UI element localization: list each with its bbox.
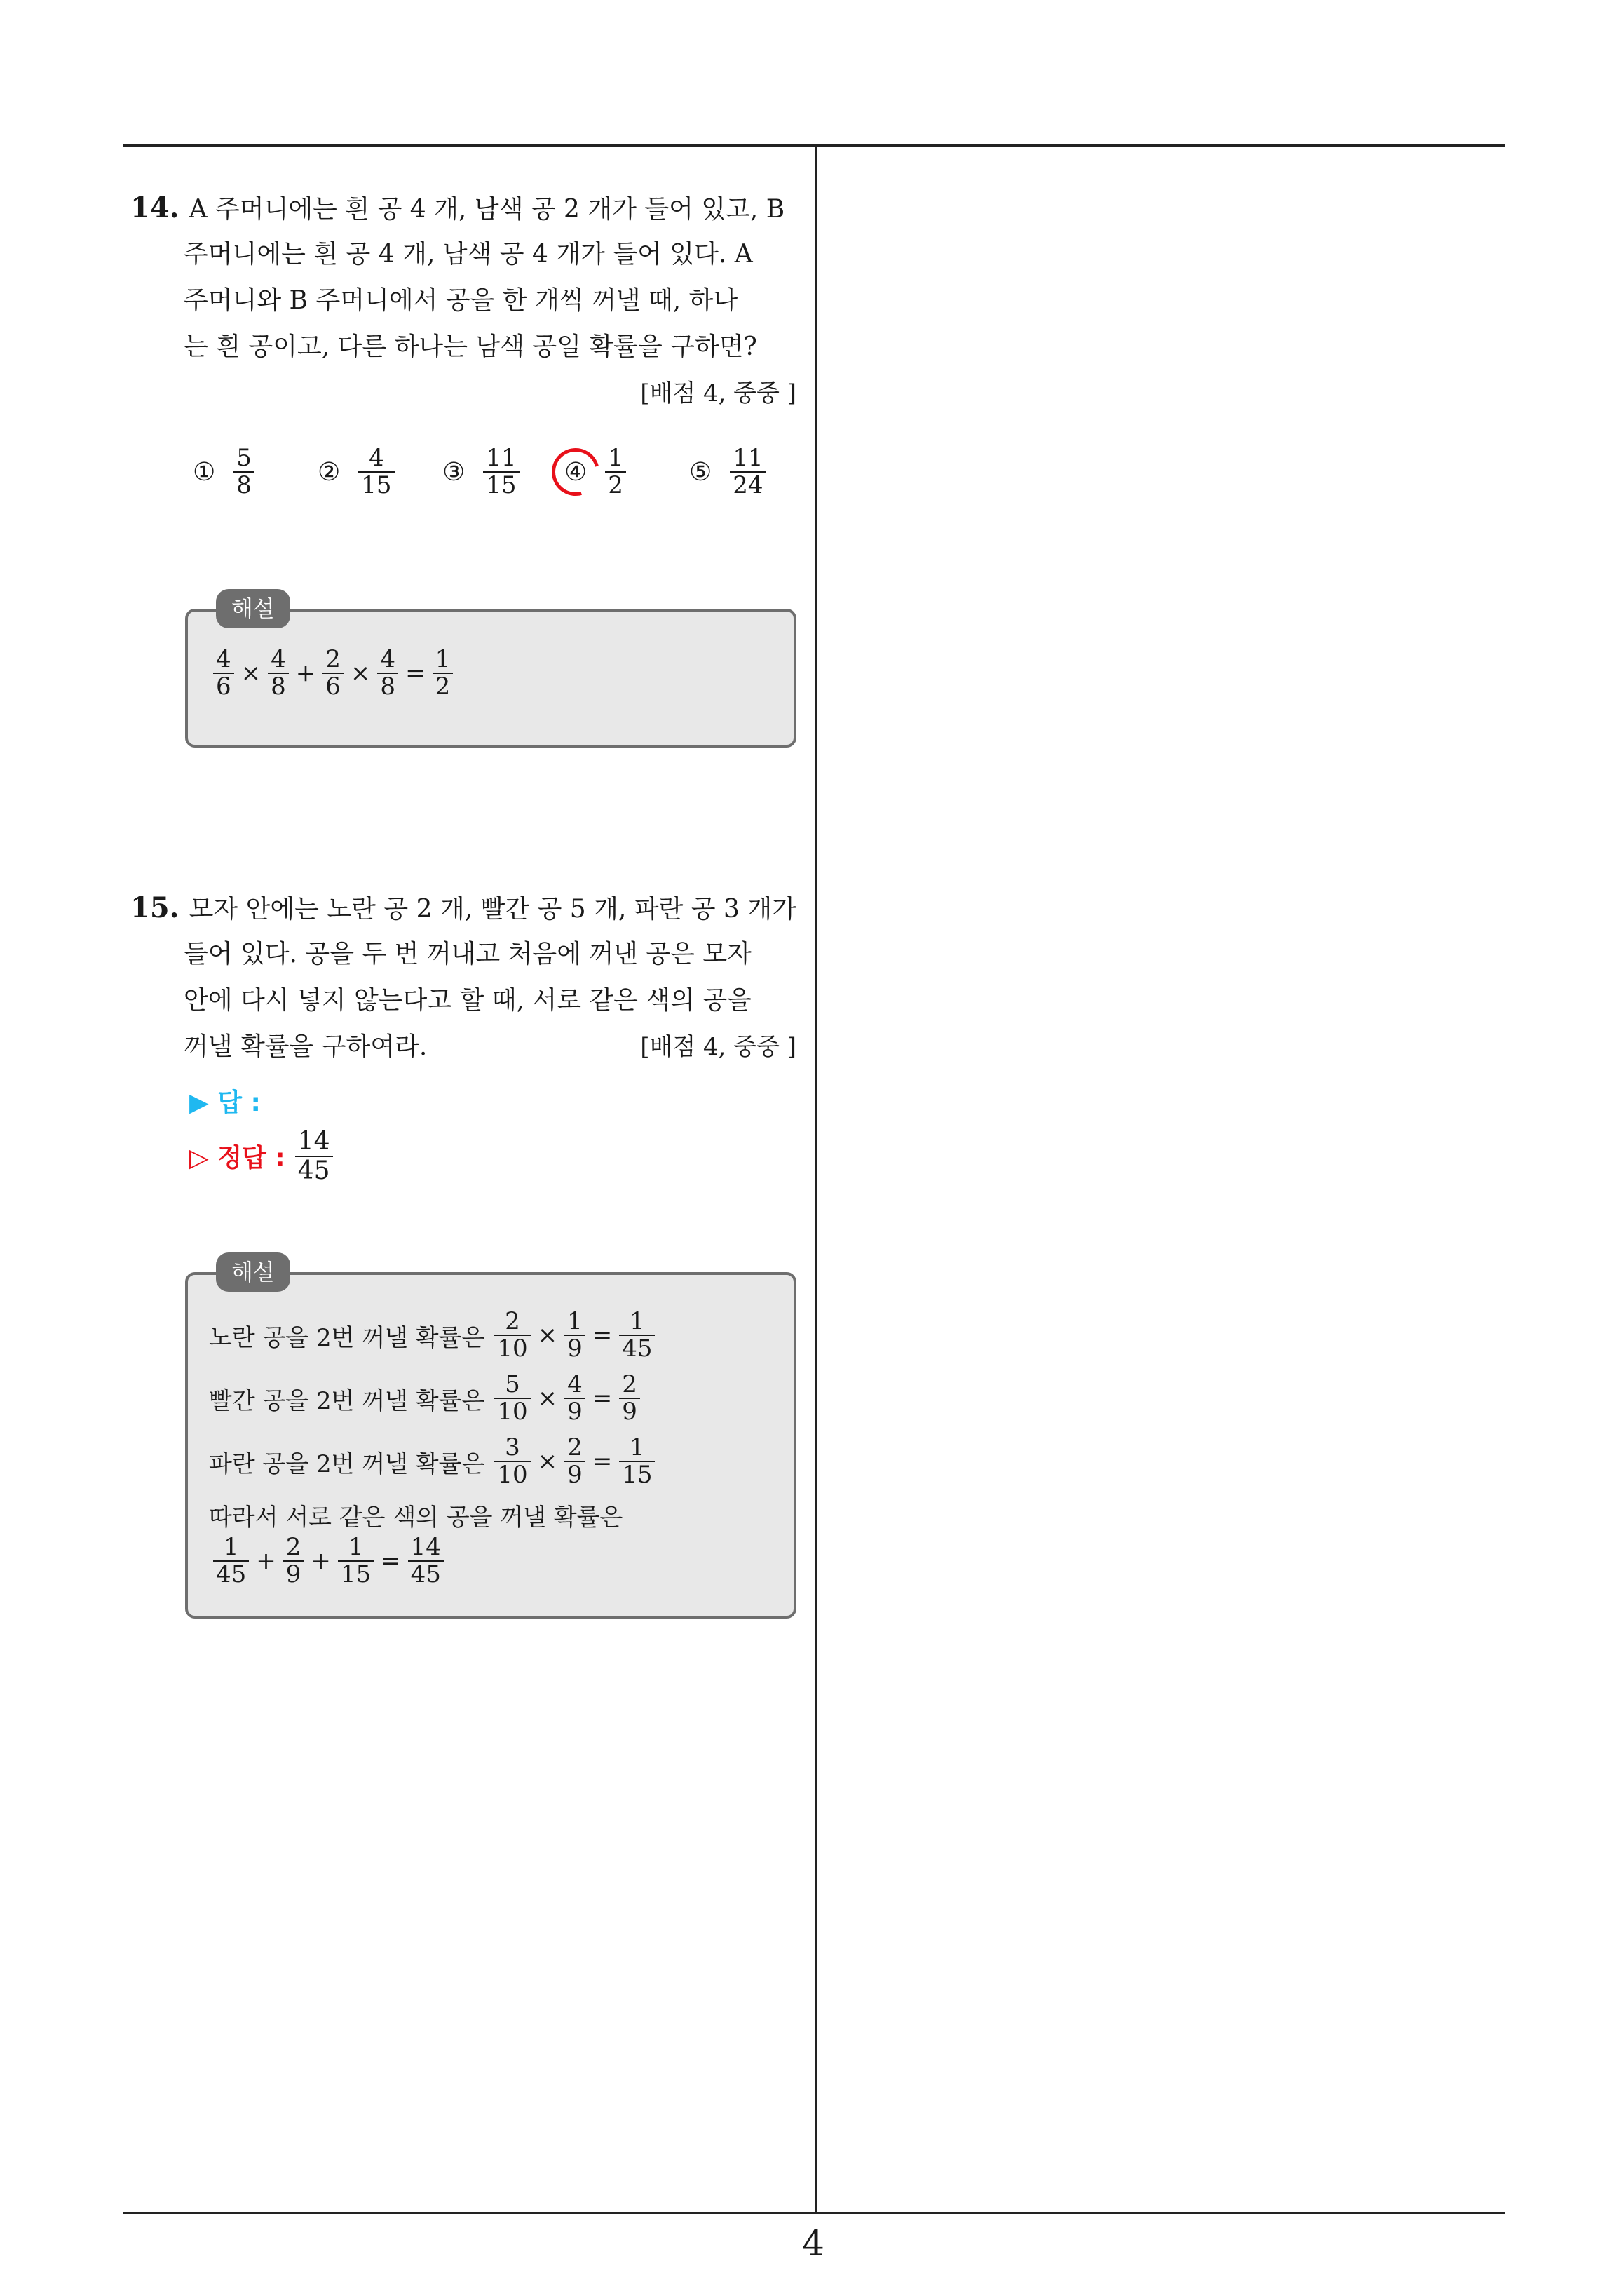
solution-tag: 해설	[216, 1252, 290, 1292]
fraction: $\frac{1}{15}$	[619, 1435, 655, 1489]
fraction: $\frac{4}{6}$	[213, 647, 234, 701]
fraction: $\frac{1}{9}$	[564, 1309, 585, 1363]
question-line: 안에 다시 넣지 않는다고 할 때, 서로 같은 색의 공을	[184, 986, 752, 1015]
choice-mark: ⑤	[689, 457, 712, 487]
question-text: 모자 안에는 노란 공 2 개, 빨간 공 5 개, 파란 공 3 개가	[189, 895, 796, 924]
question-meta: [배점 4, 중중 ]	[640, 1033, 796, 1061]
choice-mark: ②	[318, 457, 341, 487]
choice-mark: ①	[193, 457, 216, 487]
question-line	[130, 885, 803, 931]
fraction: $\frac{4}{8}$	[268, 647, 289, 701]
choice-4[interactable]	[564, 445, 630, 499]
question-text: A 주머니에는 흰 공 4 개, 남색 공 2 개가 들어 있고, B	[189, 195, 785, 224]
fraction: $\frac{5}{8}$	[233, 445, 254, 499]
choice-1[interactable]	[193, 445, 259, 499]
fraction: $\frac{4}{8}$	[377, 647, 398, 701]
page-number: 4	[802, 2223, 824, 2264]
choice-3[interactable]	[442, 445, 524, 499]
question-number: 15.	[130, 891, 179, 924]
solution-line: $\frac{1}{45}$ + $\frac{2}{9}$ + $\frac{1}{15}$ = $\frac{14}{45}$	[209, 1534, 448, 1588]
choice-mark: ③	[442, 457, 466, 487]
fraction: $\frac{1}{2}$	[605, 445, 626, 499]
fraction: $\frac{11}{24}$	[730, 445, 766, 499]
fraction: $\frac{3}{10}$	[494, 1435, 530, 1489]
fraction: $\frac{1}{45}$	[619, 1309, 655, 1363]
question-14	[130, 185, 803, 417]
question-meta: [배점 4, 중중 ]	[640, 379, 796, 407]
solution-line: 빨간 공을 2번 꺼낼 확률은 $\frac{5}{10}$ × $\frac{4}{9}$ = $\frac{2}{9}$	[209, 1372, 644, 1426]
fraction: $\frac{2}{6}$	[322, 647, 344, 701]
fraction: $\frac{4}{9}$	[564, 1372, 585, 1426]
fraction: $\frac{2}{9}$	[283, 1534, 304, 1588]
question-line: 는 흰 공이고, 다른 하나는 남색 공일 확률을 구하면?	[184, 332, 757, 361]
answer-input-label[interactable]: ▶ 답 :	[189, 1088, 261, 1117]
question-number: 14.	[130, 191, 179, 224]
solution-line: 노란 공을 2번 꺼낼 확률은 $\frac{2}{10}$ × $\frac{1}{9}$ = $\frac{1}{45}$	[209, 1309, 659, 1363]
selected-circle-icon	[543, 439, 609, 504]
question-line: 들어 있다. 공을 두 번 꺼내고 처음에 꺼낸 공은 모자	[184, 940, 752, 968]
choice-mark: ④	[564, 458, 587, 487]
solution-line: 따라서 서로 같은 색의 공을 꺼낼 확률은	[209, 1504, 623, 1532]
fraction: $\frac{14}{45}$	[295, 1128, 333, 1184]
choice-5[interactable]	[689, 445, 770, 499]
fraction: $\frac{5}{10}$	[494, 1372, 530, 1426]
fraction: $\frac{11}{15}$	[483, 445, 519, 499]
solution-box-14	[185, 595, 796, 748]
question-line: 주머니와 B 주머니에서 공을 한 개씩 꺼낼 때, 하나	[184, 286, 738, 315]
fraction: $\frac{2}{10}$	[494, 1309, 530, 1363]
correct-answer: ▷ 정답 : $\frac{14}{45}$	[189, 1128, 337, 1184]
choice-2[interactable]	[318, 445, 399, 499]
fraction: $\frac{14}{45}$	[408, 1534, 444, 1588]
fraction: $\frac{2}{9}$	[619, 1372, 640, 1426]
fraction: $\frac{1}{15}$	[338, 1534, 374, 1588]
solution-line: 파란 공을 2번 꺼낼 확률은 $\frac{3}{10}$ × $\frac{2}{9}$ = $\frac{1}{15}$	[209, 1435, 659, 1489]
column-divider	[815, 144, 817, 2212]
question-line: 주머니에는 흰 공 4 개, 남색 공 4 개가 들어 있다. A	[184, 240, 753, 269]
fraction: $\frac{1}{45}$	[213, 1534, 249, 1588]
solution-tag: 해설	[216, 589, 290, 628]
fraction: $\frac{4}{15}$	[358, 445, 394, 499]
fraction: $\frac{2}{9}$	[564, 1435, 585, 1489]
fraction: $\frac{1}{2}$	[433, 647, 454, 701]
question-15	[130, 885, 803, 1070]
bottom-rule	[123, 2212, 1505, 2214]
solution-box-15	[185, 1259, 796, 1619]
question-line: 꺼낼 확률을 구하여라. [배점 4, 중중 ]	[130, 1024, 803, 1070]
solution-equation: $\frac{4}{6}$ × $\frac{4}{8}$ + $\frac{2}{6}$ × $\frac{4}{8}$ = $\frac{1}{2}$	[209, 647, 457, 701]
top-rule	[123, 144, 1505, 147]
question-line	[130, 185, 803, 231]
